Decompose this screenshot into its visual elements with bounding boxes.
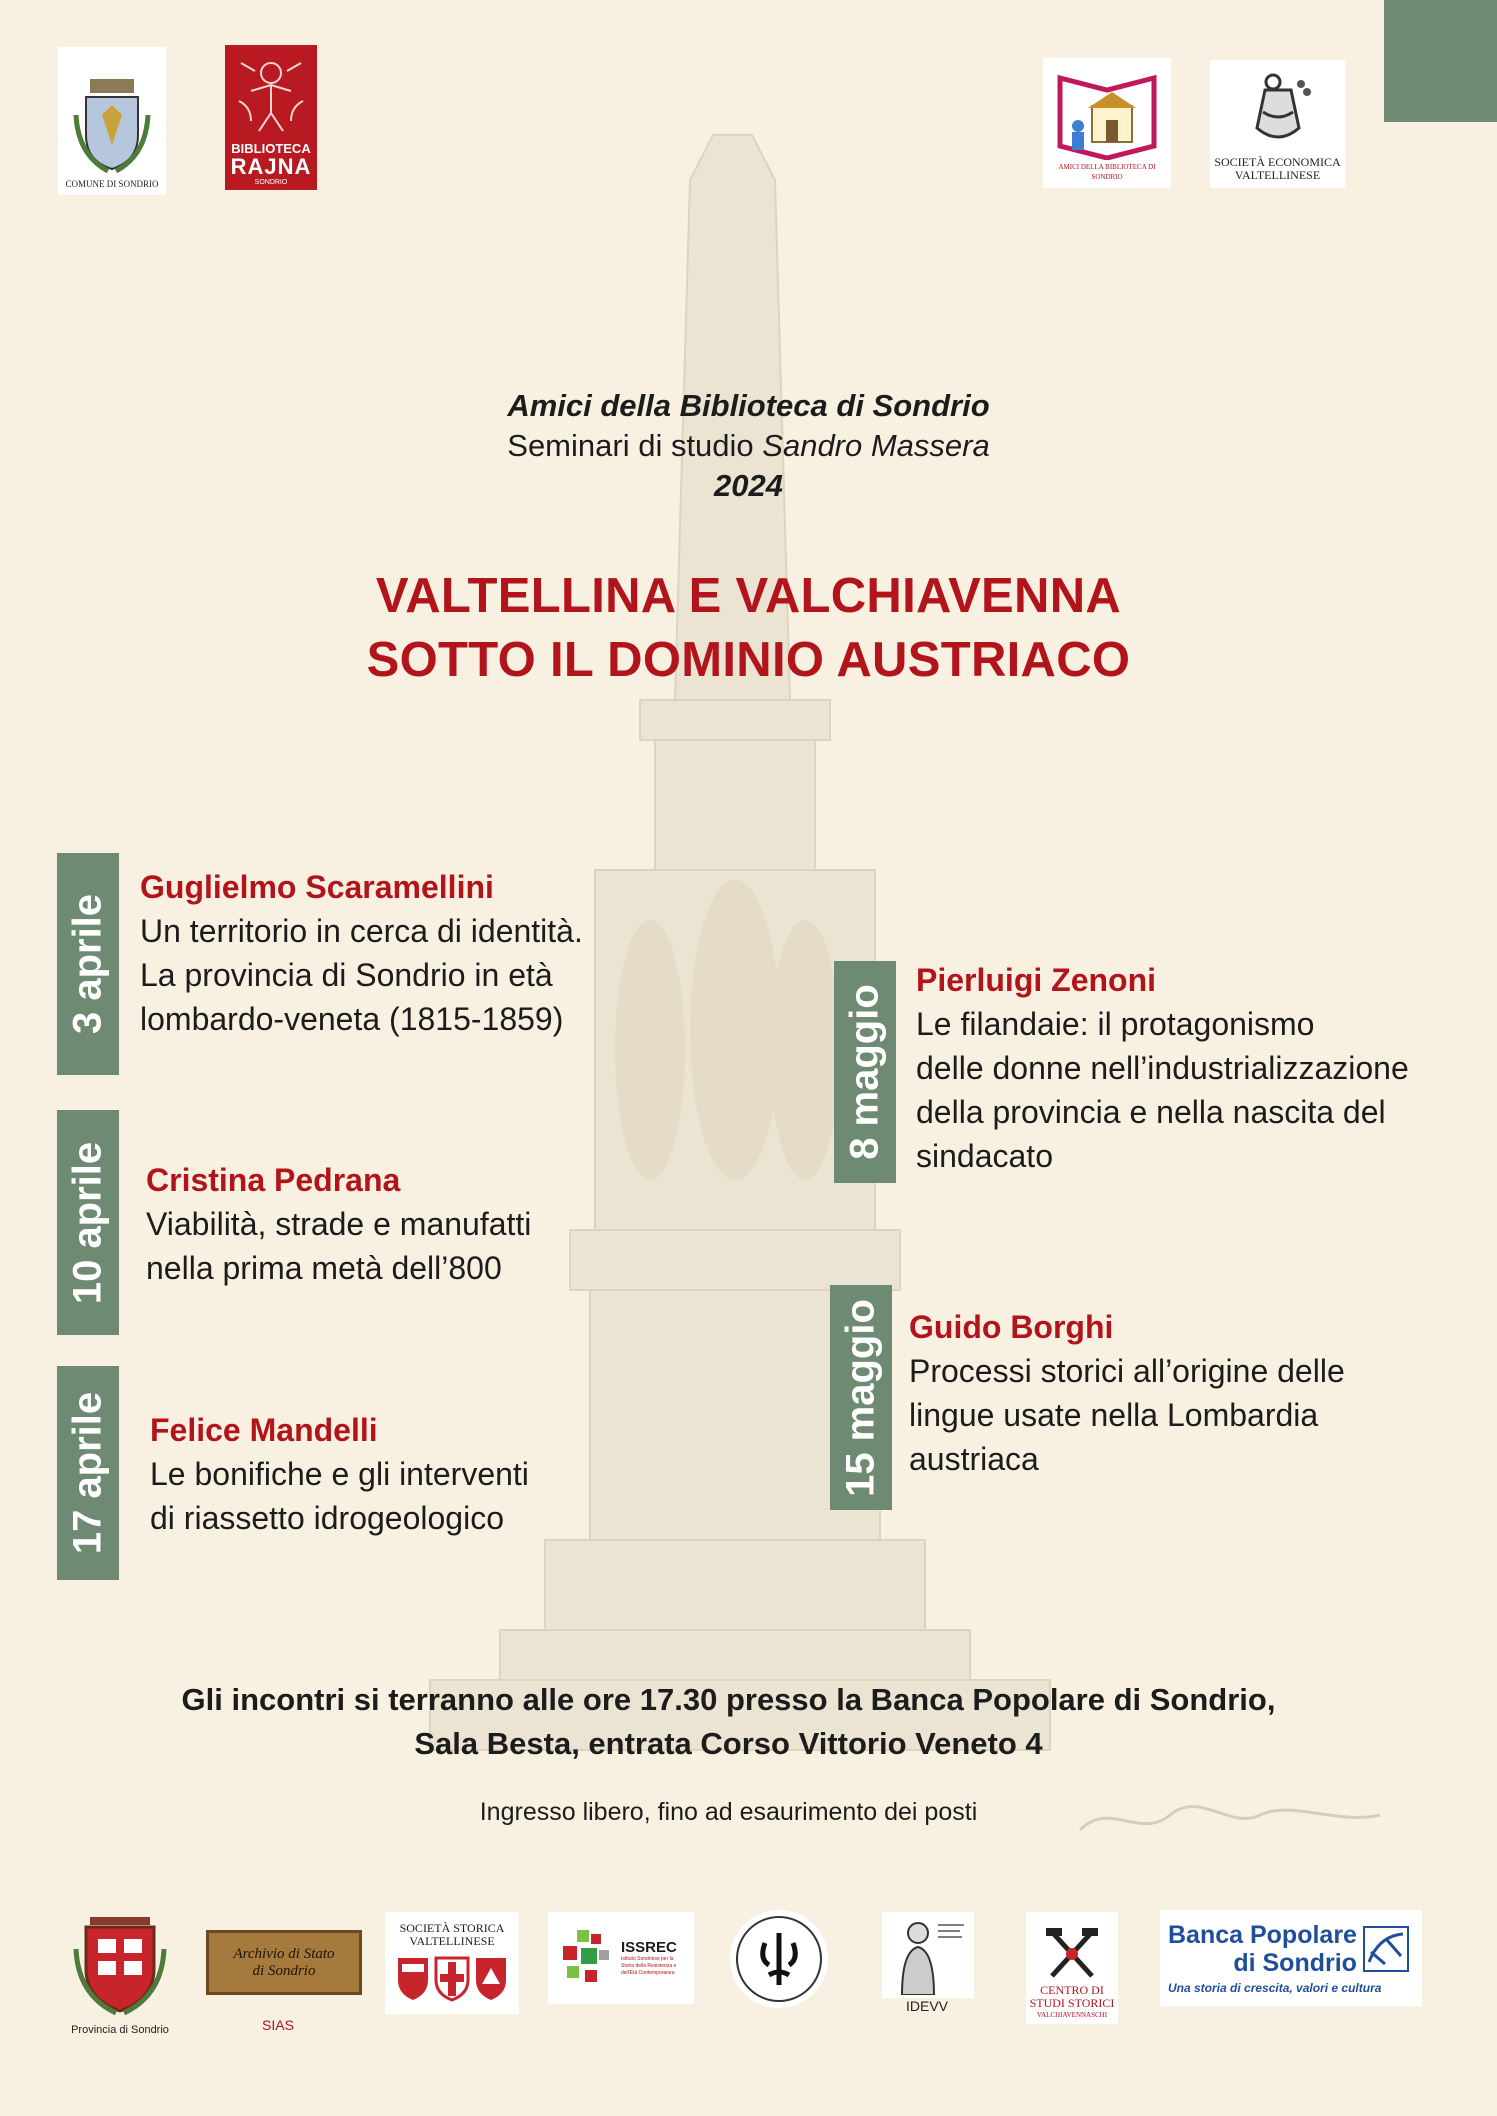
- talk-borghi: [909, 1305, 1345, 1481]
- intro-block: [0, 386, 1497, 506]
- societa-economica-logo: [1210, 60, 1345, 188]
- centro-line1: CENTRO DI: [1040, 1983, 1104, 1997]
- archivio-line2: di Sondrio: [252, 1962, 316, 1979]
- talk-topic: Viabilità, strade e manufatti nella prima metà dell’800: [146, 1206, 532, 1286]
- title-line2: SOTTO IL DOMINIO AUSTRIACO: [366, 633, 1131, 687]
- organizer-line: Amici della Biblioteca di Sondrio: [507, 388, 990, 423]
- date-label: 3 aprile: [65, 893, 110, 1035]
- biblioteca-label-line3: SONDRIO: [254, 179, 288, 186]
- date-tab-17-aprile: [57, 1366, 119, 1580]
- bps-line2: di Sondrio: [1233, 1949, 1357, 1977]
- societa-storica-logo: [385, 1912, 519, 2014]
- venue-info: [0, 1678, 1477, 1766]
- sias-caption: SIAS: [262, 2017, 294, 2033]
- date-tab-10-aprile: [57, 1110, 119, 1335]
- cssav-round-emblem-icon: [733, 1913, 825, 2005]
- sss-line1: SOCIETÀ STORICA: [399, 1921, 505, 1935]
- talk-topic: Processi storici all’origine delle lingue usate nella Lombardia austriaca: [909, 1353, 1345, 1477]
- archivio-line1: Archivio di Stato: [233, 1945, 335, 1962]
- issrec-subtitle: Istituto Sondriese per la Storia della Resistenza e dell'Età Contemporanea: [621, 1956, 677, 1976]
- centro-line2: STUDI STORICI: [1029, 1996, 1115, 2010]
- date-tab-3-aprile: [57, 853, 119, 1075]
- societa-emblem-icon: [1243, 72, 1313, 152]
- talk-topic: Le bonifiche e gli interventi di riassetto idrogeologico: [150, 1456, 529, 1536]
- series-prefix: Seminari di studio: [507, 428, 763, 463]
- book-house-icon: [1052, 68, 1162, 160]
- centro-studi-alta-valtellina-logo: [730, 1910, 828, 2008]
- comune-caption: COMUNE DI SONDRIO: [65, 179, 159, 189]
- biblioteca-label-line1: BIBLIOTECA: [231, 141, 311, 156]
- date-label: 10 aprile: [65, 1141, 110, 1304]
- figure-drawing-icon: [231, 51, 311, 135]
- series-name: Sandro Massera: [762, 428, 990, 463]
- comune-di-sondrio-logo: [58, 47, 166, 195]
- venue-line1: Gli incontri si terranno alle ore 17.30 presso la Banca Popolare di Sondrio,: [181, 1682, 1276, 1717]
- societa-caption-line2: VALTELLINESE: [1234, 168, 1321, 182]
- three-shields-icon: [392, 1954, 512, 2002]
- issrec-label: ISSREC: [621, 1939, 677, 1956]
- societa-caption-line1: SOCIETÀ ECONOMICA: [1214, 155, 1341, 169]
- date-label: 15 maggio: [838, 1298, 883, 1497]
- main-title: [0, 564, 1497, 692]
- centro-line3: VALCHIAVENNASCHI: [1036, 2011, 1108, 2019]
- talk-scaramellini: [140, 865, 583, 1041]
- talk-topic: Un territorio in cerca di identità. La provincia di Sondrio in età lombardo-veneta (1815-1859): [140, 913, 583, 1037]
- date-label: 17 aprile: [65, 1391, 110, 1555]
- provincia-logo: [60, 1905, 180, 2035]
- entry-note: Ingresso libero, fino ad esaurimento dei posti: [479, 1798, 978, 1826]
- speaker-name: Guglielmo Scaramellini: [140, 869, 494, 905]
- venue-line2: Sala Besta, entrata Corso Vittorio Veneto 4: [414, 1726, 1043, 1761]
- archivio-stato-logo: [206, 1930, 362, 1995]
- bps-tagline: Una storia di crescita, valori e cultura: [1168, 1981, 1382, 1995]
- date-label: 8 maggio: [842, 984, 887, 1160]
- amici-caption: AMICI DELLA BIBLIOTECA DI SONDRIO: [1058, 163, 1156, 181]
- coat-of-arms-icon: [72, 75, 152, 175]
- date-tab-15-maggio: [830, 1285, 892, 1510]
- bps-emblem-icon: [1363, 1926, 1409, 1972]
- talk-zenoni: [916, 958, 1409, 1178]
- provincia-crest-icon: [70, 1905, 170, 2015]
- speaker-name: Guido Borghi: [909, 1309, 1114, 1345]
- talk-pedrana: [146, 1158, 531, 1290]
- idevv-portrait-icon: [888, 1915, 968, 1995]
- speaker-name: Felice Mandelli: [150, 1412, 378, 1448]
- crossed-tools-icon: [1042, 1926, 1102, 1982]
- biblioteca-rajna-logo: [225, 45, 317, 190]
- series-line: [0, 426, 1497, 466]
- provincia-caption: Provincia di Sondrio: [71, 2024, 169, 2036]
- speaker-name: Pierluigi Zenoni: [916, 962, 1157, 998]
- bps-line1: Banca Popolare: [1168, 1921, 1357, 1949]
- idevv-caption: IDEVV: [905, 1998, 948, 2014]
- date-tab-8-maggio: [834, 961, 896, 1183]
- issrec-mosaic-icon: [557, 1928, 617, 1988]
- centro-studi-valchiavennaschi-logo: [1026, 1912, 1118, 2024]
- corner-accent-square: [1384, 0, 1497, 122]
- amici-biblioteca-logo: [1043, 58, 1171, 188]
- sss-line2: VALTELLINESE: [409, 1934, 495, 1948]
- talk-mandelli: [150, 1408, 529, 1540]
- year: 2024: [714, 468, 783, 503]
- banca-popolare-sondrio-logo: [1160, 1910, 1422, 2006]
- title-line1: VALTELLINA E VALCHIAVENNA: [375, 569, 1122, 623]
- idevv-logo: [882, 1912, 974, 1998]
- speaker-name: Cristina Pedrana: [146, 1162, 401, 1198]
- talk-topic: Le filandaie: il protagonismo delle donne nell’industrializzazione della provincia e nella nascita del sindacato: [916, 1006, 1409, 1174]
- issrec-logo: [548, 1912, 694, 2004]
- biblioteca-label-line2: RAJNA: [230, 154, 312, 179]
